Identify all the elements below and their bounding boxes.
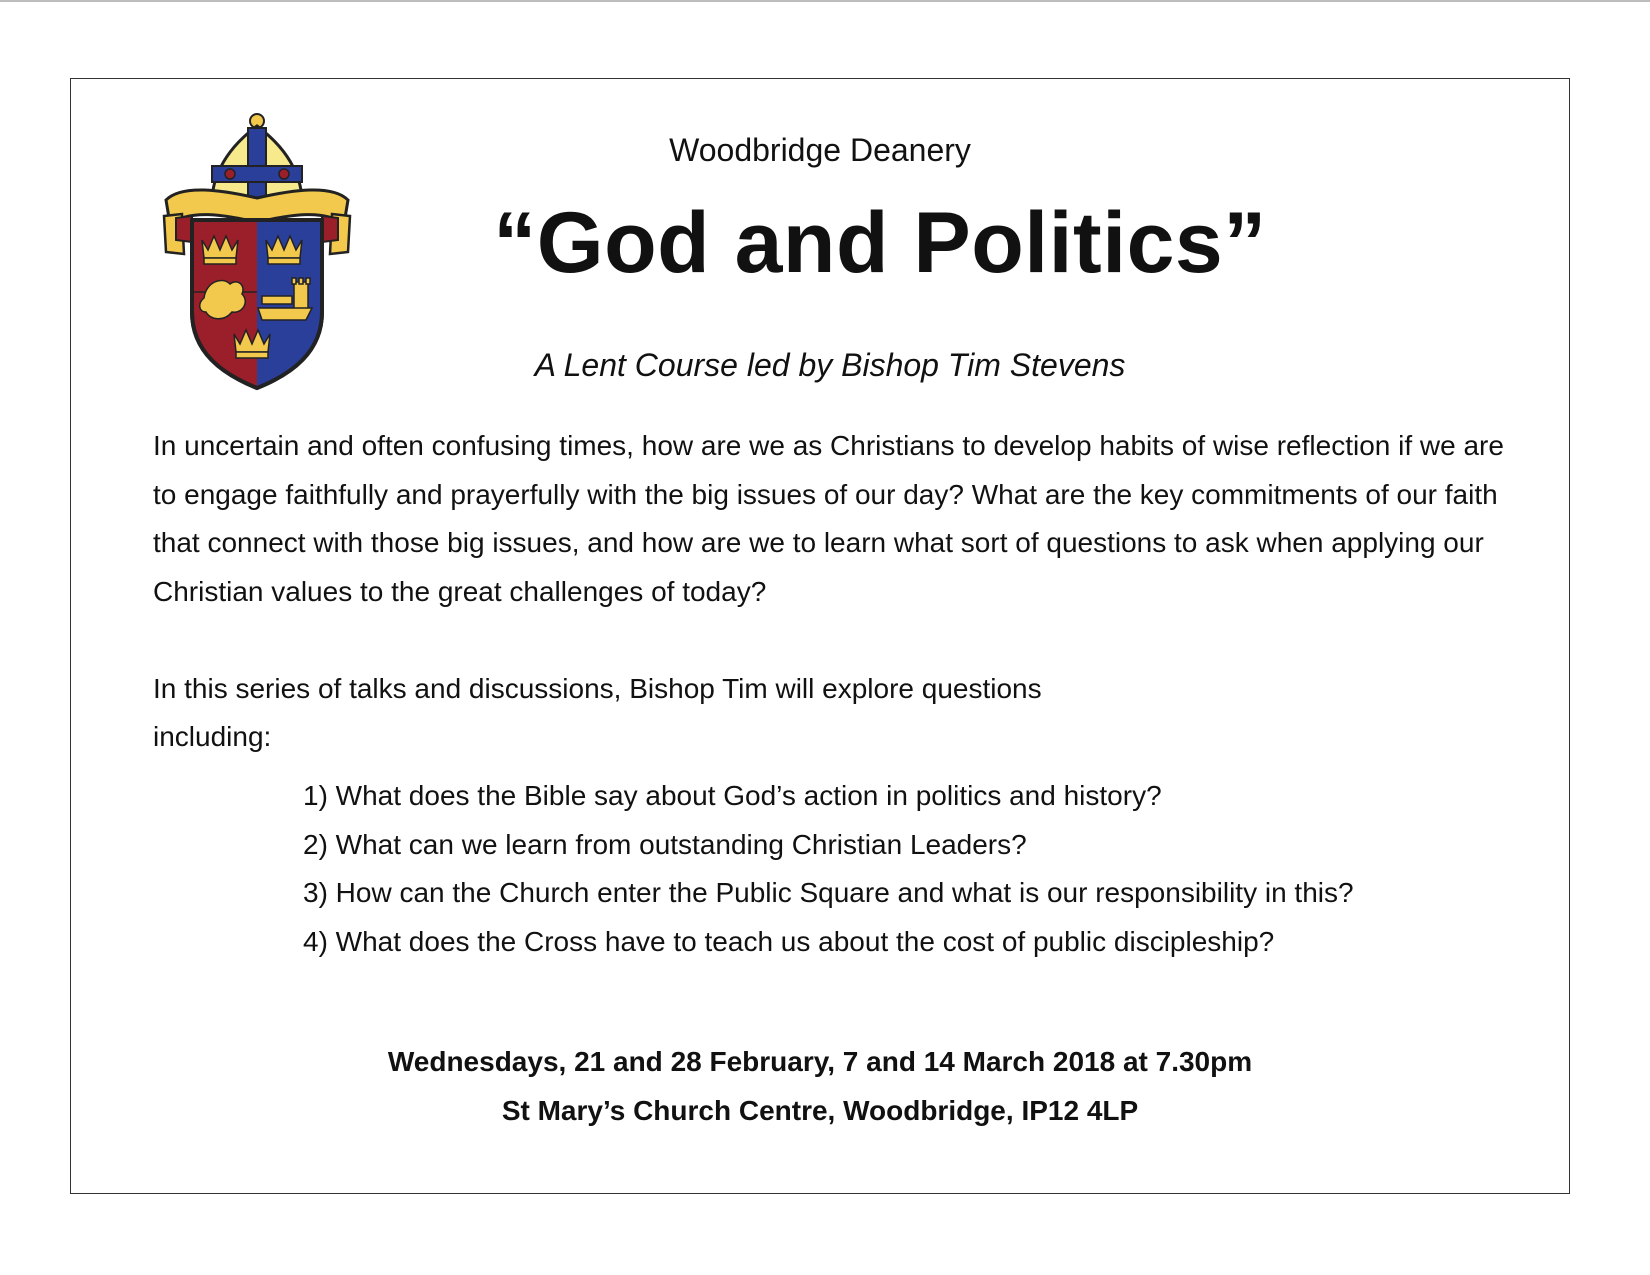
course-subtitle: A Lent Course led by Bishop Tim Stevens [534,347,1126,383]
top-divider [0,0,1650,2]
event-dates: Wednesdays, 21 and 28 February, 7 and 14 March 2018 at 7.30pm [387,1046,1253,1077]
intro-paragraph: In uncertain and often confusing times, how are we as Christians to develop habits of wise reflection if we are to engage faithfully and prayerfully with the big issues of our day? What are the key commitments of our faith that connect with those big issues, and how are we to learn what sort of questions to ask when applying our Christian values to the great challenges of today? [153,430,1504,607]
question-list [303,772,1483,966]
page-title: “God and Politics” [493,195,1267,291]
lead-paragraph: In this series of talks and discussions, Bishop Tim will explore questions including: [153,673,1042,752]
diocesan-crest-icon [162,112,352,400]
deanery-name: Woodbridge Deanery [669,132,971,168]
event-venue: St Mary’s Church Centre, Woodbridge, IP12 4LP [501,1095,1139,1126]
list-item: 1) What does the Bible say about God’s action in politics and history? [303,780,1162,811]
list-item: 3) How can the Church enter the Public Square and what is our responsibility in this? [303,877,1354,908]
list-item: 4) What does the Cross have to teach us about the cost of public discipleship? [303,925,1275,957]
list-item: 2) What can we learn from outstanding Christian Leaders? [303,828,1027,860]
